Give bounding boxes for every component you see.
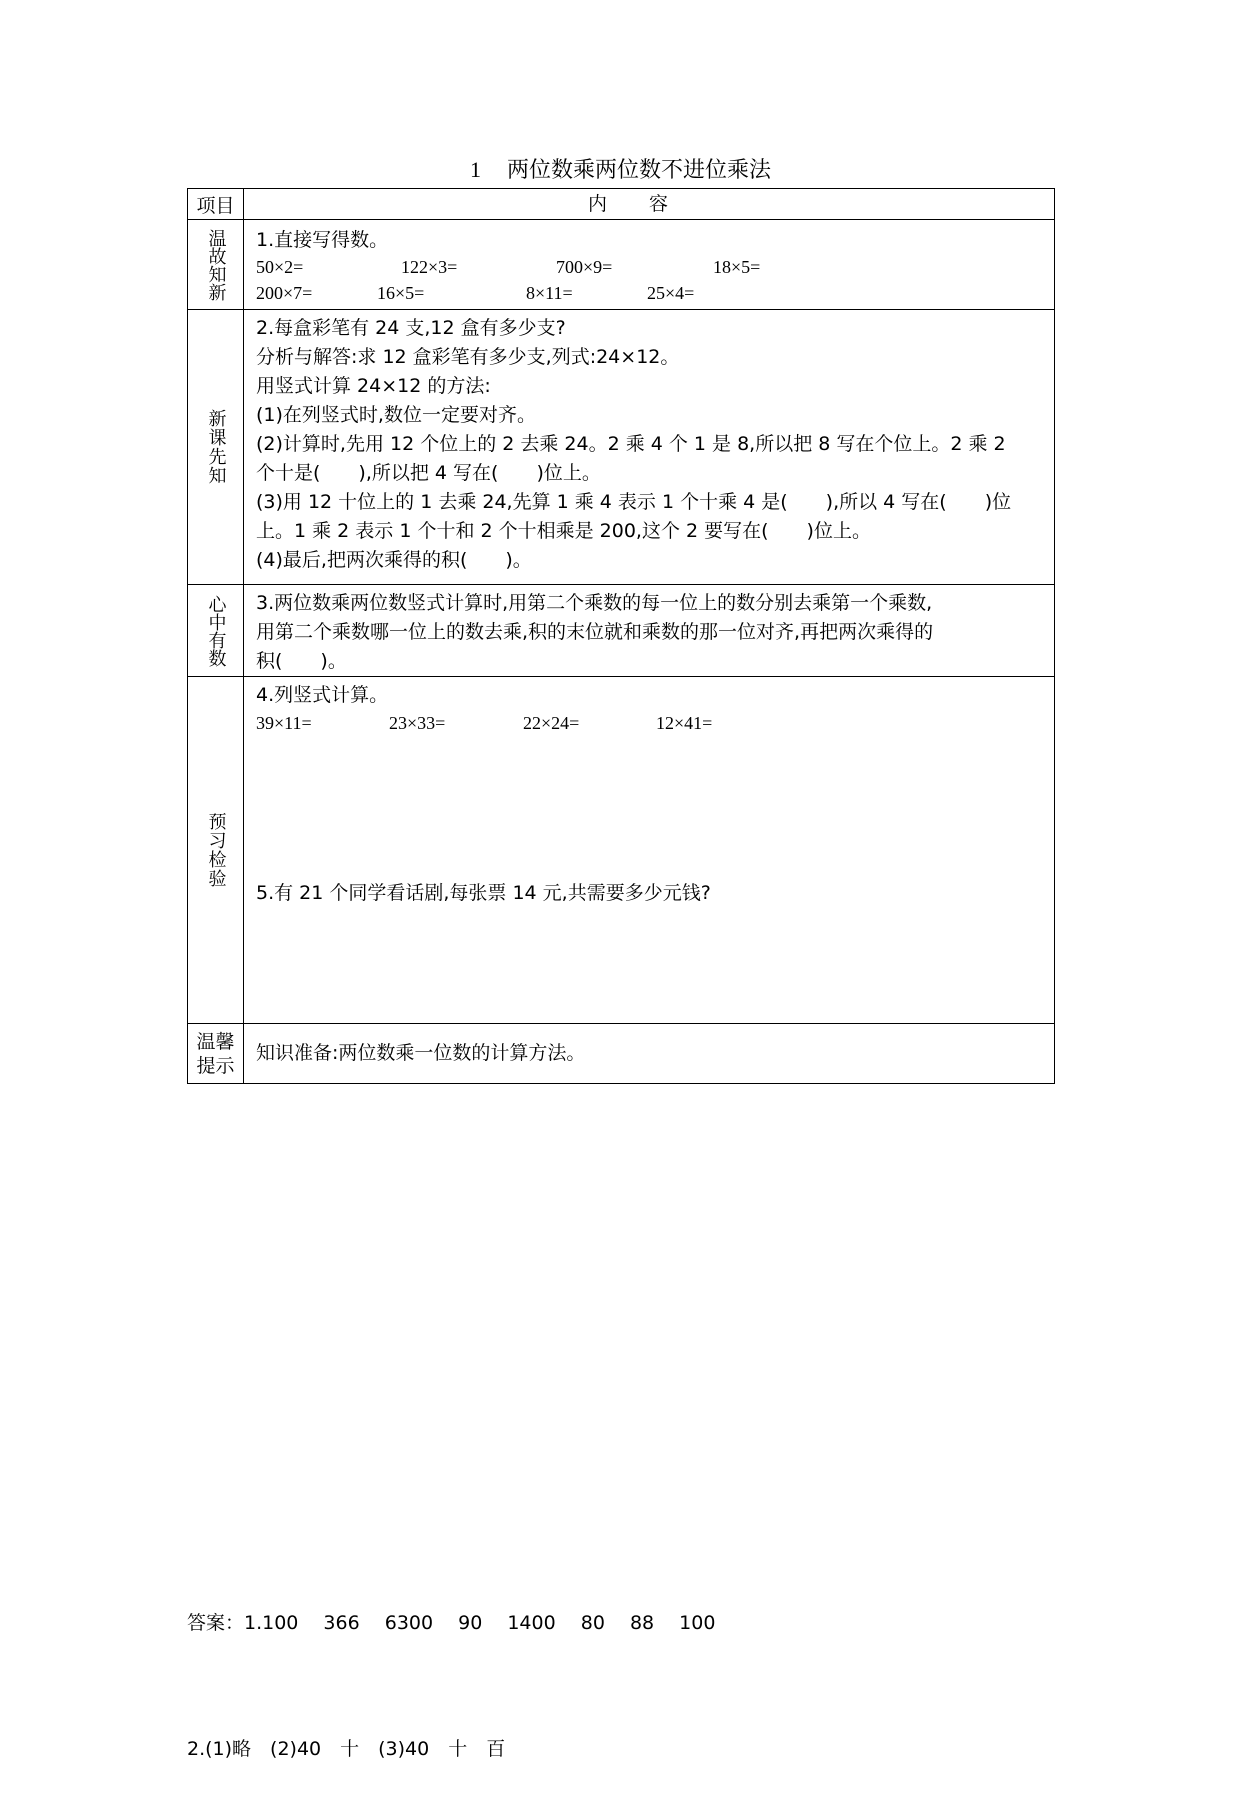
- title-text: 两位数乘两位数不进位乘法: [506, 158, 771, 183]
- header-content-cell: [244, 189, 1054, 219]
- review-calc-line-1: [256, 254, 1042, 280]
- question-5: 5.有 21 个同学看话剧,每张票 14 元,共需要多少元钱?: [256, 882, 711, 904]
- mind-label: 心中有数: [205, 594, 227, 667]
- text-line: 用竖式计算 24×12 的方法:: [256, 375, 491, 397]
- text-line: 分析与解答:求 12 盒彩笔有多少支,列式:24×12。: [256, 346, 680, 368]
- page-title: [0, 155, 1241, 186]
- preview-check-label: 预习检验: [205, 812, 227, 888]
- tip-label-line: 温馨: [196, 1030, 235, 1053]
- preview-check-row: [188, 676, 1054, 1023]
- answer-line-2: 2.(1)略 (2)40 十 (3)40 十 百: [187, 1738, 506, 1760]
- text-line: 用第二个乘数哪一位上的数去乘,积的末位就和乘数的那一位对齐,再把两次乘得的: [256, 621, 934, 643]
- calc-item: 122×3=: [401, 257, 458, 277]
- table-header-row: [188, 189, 1054, 219]
- text-line: (1)在列竖式时,数位一定要对齐。: [256, 404, 536, 426]
- text-line: 积( )。: [256, 650, 347, 672]
- review-label-cell: [188, 220, 244, 309]
- review-label: 温故知新: [205, 228, 227, 301]
- mind-row: [188, 584, 1054, 676]
- text-line: (2)计算时,先用 12 个位上的 2 去乘 24。2 乘 4 个 1 是 8,所以把 8 写在个位上。2 乘 2: [256, 433, 1006, 455]
- header-label: 项目: [196, 194, 235, 217]
- new-lesson-label: 新课先知: [205, 409, 227, 485]
- calc-item: 200×7=: [256, 283, 313, 303]
- tip-text: 知识准备:两位数乘一位数的计算方法。: [256, 1042, 586, 1064]
- text-line: 个十是( ),所以把 4 写在( )位上。: [256, 462, 601, 484]
- calc-item: 16×5=: [377, 283, 425, 303]
- calc-item: 8×11=: [526, 283, 573, 303]
- question-4: 4.列竖式计算。: [256, 684, 389, 706]
- mind-content: [244, 585, 1054, 676]
- new-lesson-label-cell: [188, 310, 244, 584]
- calc-item: 25×4=: [647, 283, 695, 303]
- text-line: (3)用 12 十位上的 1 去乘 24,先算 1 乘 4 表示 1 个十乘 4 是( ),所以 4 写在( )位: [256, 491, 1012, 513]
- text-line: (4)最后,把两次乘得的积( )。: [256, 549, 532, 571]
- tip-label-line: 提示: [196, 1054, 235, 1077]
- review-row: [188, 219, 1054, 309]
- new-lesson-content: [244, 310, 1054, 584]
- calc-item: 700×9=: [556, 257, 613, 277]
- calc-item: 22×24=: [523, 713, 580, 733]
- preview-check-label-cell: [188, 677, 244, 1023]
- new-lesson-row: [188, 309, 1054, 584]
- calc-item: 23×33=: [389, 713, 446, 733]
- text-line: 2.每盒彩笔有 24 支,12 盒有多少支?: [256, 317, 566, 339]
- calc-item: 39×11=: [256, 713, 312, 733]
- answer-line-1: 答案：1.100 366 6300 90 1400 80 88 100: [187, 1612, 716, 1634]
- calc-item: 18×5=: [713, 257, 761, 277]
- question-1: 1.直接写得数。: [256, 229, 389, 251]
- tip-content: [244, 1024, 1054, 1083]
- mind-label-cell: [188, 585, 244, 676]
- calc-item: 12×41=: [656, 713, 713, 733]
- text-line: 3.两位数乘两位数竖式计算时,用第二个乘数的每一位上的数分别去乘第一个乘数,: [256, 592, 933, 614]
- tip-label: [196, 1030, 234, 1078]
- vertical-calc-line: [256, 710, 1042, 736]
- text-line: 上。1 乘 2 表示 1 个十和 2 个十相乘是 200,这个 2 要写在( )位上。: [256, 520, 871, 542]
- worksheet-table: [187, 188, 1055, 1084]
- calc-item: 50×2=: [256, 257, 304, 277]
- header-content: 内容: [587, 192, 710, 215]
- tip-label-cell: [188, 1024, 244, 1083]
- title-number: 1: [469, 157, 481, 182]
- answer-key: [187, 1518, 715, 1812]
- header-label-cell: [188, 189, 244, 219]
- tip-row: [188, 1023, 1054, 1083]
- preview-check-content: [244, 677, 1054, 1023]
- review-calc-line-2: [256, 280, 1042, 306]
- review-content: [244, 220, 1054, 309]
